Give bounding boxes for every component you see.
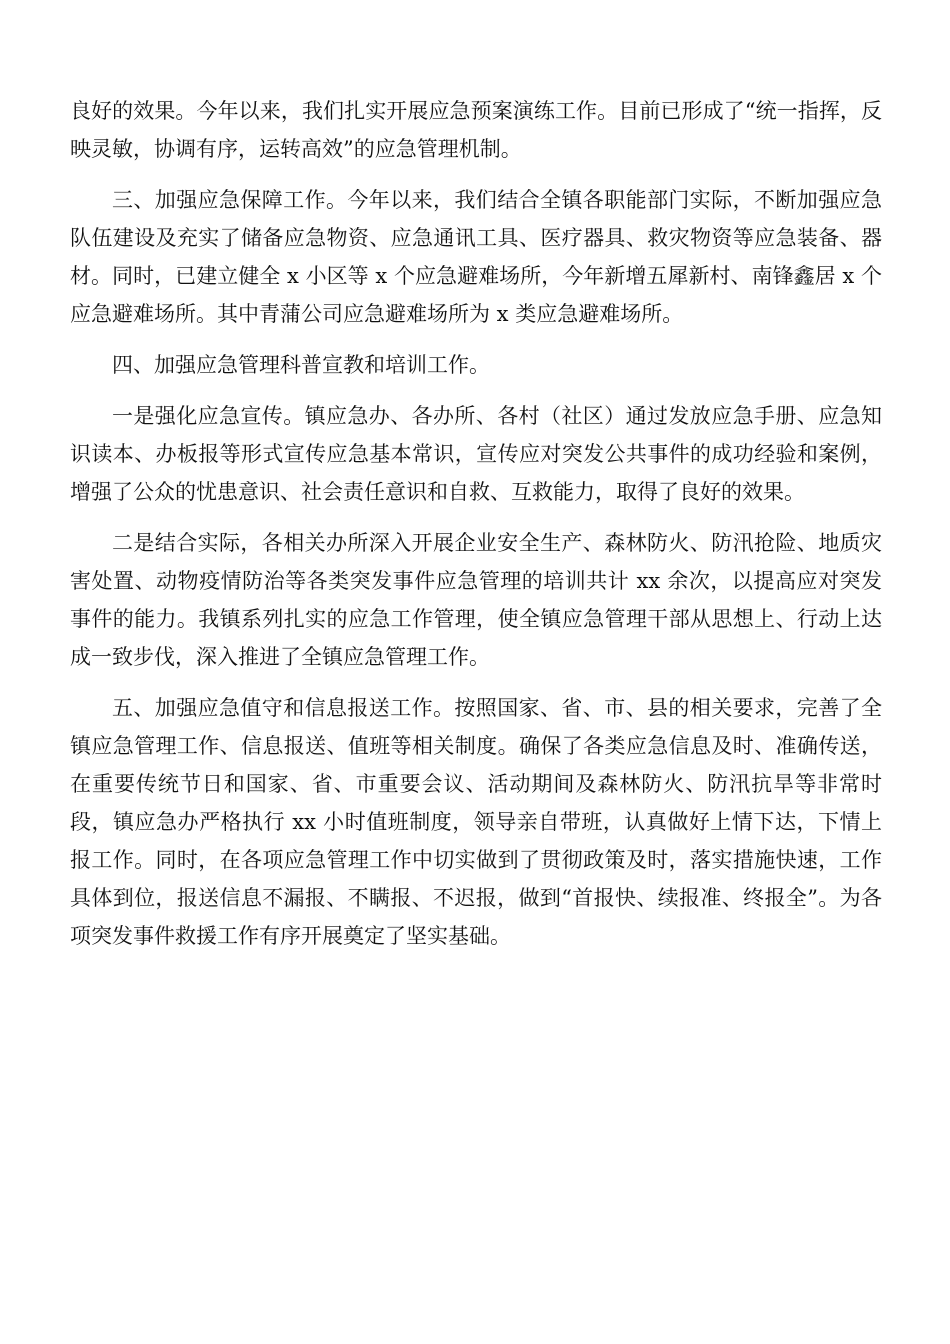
paragraph-section-4-heading: 四、加强应急管理科普宣教和培训工作。	[112, 353, 490, 377]
paragraph-section-5: 五、加强应急值守和信息报送工作。按照国家、省、市、县的相关要求，完善了全镇应急管理工作、信息报送、值班等相关制度。确保了各类应急信息及时、准确传送，在重要传统节日和国家、省、市重要会议、活动期间及森林防火、防汛抗旱等非常时段，镇应急办严格执行 xx 小时值班制度，领导亲自带班，认真做好上情下达，下情上报工作。同时，在各项应急管理工作中切实做到了贯彻政策及时，落实措施快速，工作具体到位，报送信息不漏报、不瞒报、不迟报，做到“首报快、续报准、终报全”。为各项突发事件救援工作有序开展奠定了坚实基础。	[70, 696, 882, 948]
paragraph-section-3: 三、加强应急保障工作。今年以来，我们结合全镇各职能部门实际，不断加强应急队伍建设及充实了储备应急物资、应急通讯工具、医疗器具、救灾物资等应急装备、器材。同时，已建立健全 x 小区等 x 个应急避难场所，今年新增五犀新村、南锋鑫居 x 个应急避难场所。其中青蒲公司应急避难场所为 x 类应急避难场所。	[70, 188, 882, 326]
paragraph-continuation: 良好的效果。今年以来，我们扎实开展应急预案演练工作。目前已形成了“统一指挥，反映灵敏，协调有序，运转高效”的应急管理机制。	[70, 99, 882, 161]
document-body	[70, 92, 882, 968]
paragraph-publicity: 一是强化应急宣传。镇应急办、各办所、各村（社区）通过发放应急手册、应急知识读本、办板报等形式宣传应急基本常识，宣传应对突发公共事件的成功经验和案例，增强了公众的忧患意识、社会责任意识和自救、互救能力，取得了良好的效果。	[70, 404, 882, 504]
paragraph-training: 二是结合实际，各相关办所深入开展企业安全生产、森林防火、防汛抢险、地质灾害处置、动物疫情防治等各类突发事件应急管理的培训共计 xx 余次，以提高应对突发事件的能力。我镇系列扎实的应急工作管理，使全镇应急管理干部从思想上、行动上达成一致步伐，深入推进了全镇应急管理工作。	[70, 531, 882, 669]
